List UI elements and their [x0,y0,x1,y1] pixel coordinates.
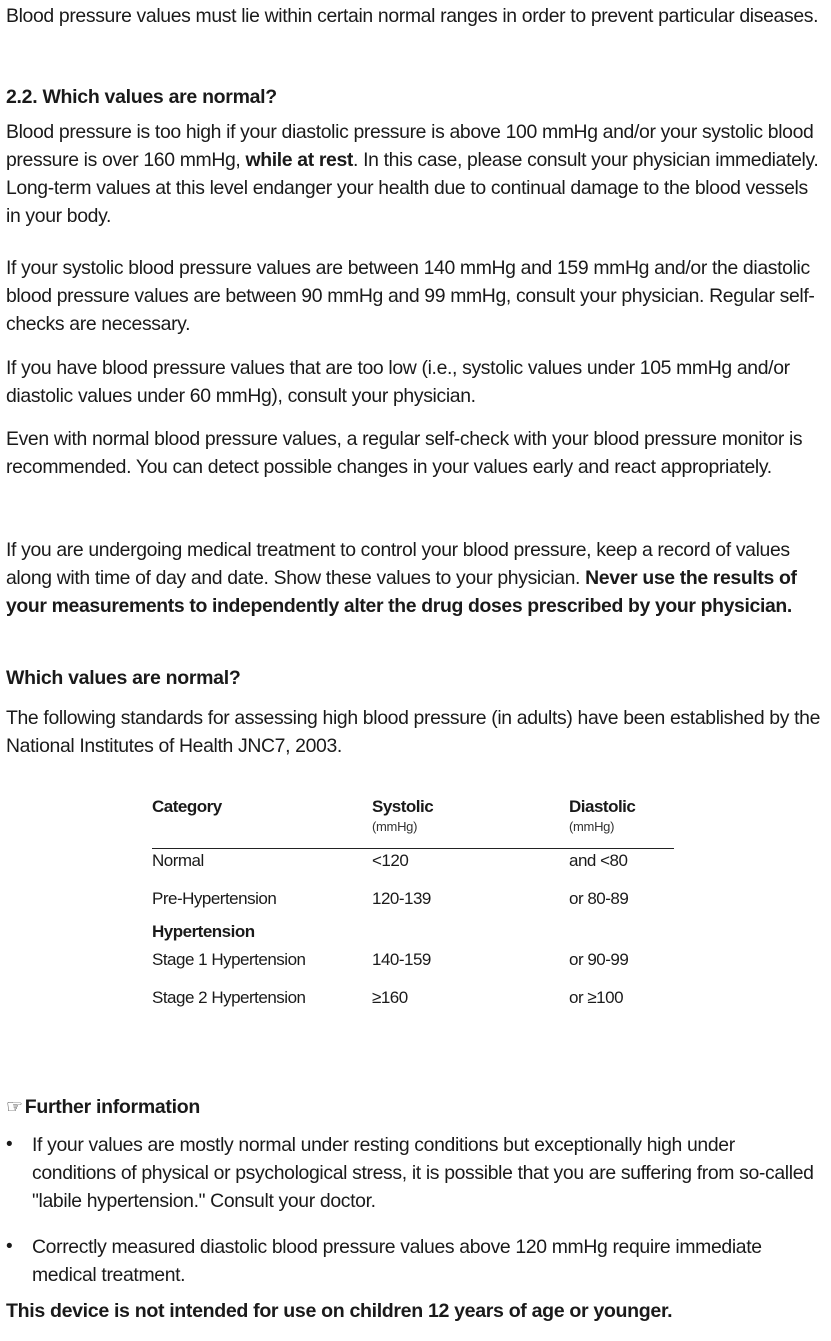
p1-bold: while at rest [245,149,354,171]
unit-diastolic: (mmHg) [569,819,615,834]
table-row [152,946,674,988]
row-diastolic: or 90-99 [569,950,629,969]
header-diastolic: Diastolic [569,797,636,816]
row-category: Normal [152,851,204,870]
p1-end: . In this case, please consult your physician immediately. Long-term values at this level endanger your health due to continual damage to the blood vessels in your body. [6,149,819,227]
table-row [152,876,674,922]
table-header [152,797,674,819]
header-systolic: Systolic [372,797,434,816]
group-hypertension: Hypertension [152,922,255,941]
normal-paragraph: The following standards for assessing high blood pressure (in adults) have been established by the National Institutes of Health JNC7, 2003. [6,707,821,757]
row-systolic: ≥160 [372,988,408,1007]
row-category: Stage 1 Hypertension [152,950,306,969]
row-systolic: <120 [372,851,409,870]
further-info-heading [6,1096,823,1119]
paragraph-self-check: Even with normal blood pressure values, a regular self-check with your blood pressure monitor is recommended. You can detect possible changes in your values early and react appropriately. [6,428,803,478]
intro-paragraph: Blood pressure values must lie within certain normal ranges in order to prevent particular diseases. [6,5,819,27]
row-diastolic: or ≥100 [569,988,624,1007]
table-row [152,839,674,876]
table-group-row [152,922,674,946]
row-systolic: 120-139 [372,889,431,908]
p5-bold: Never use the results of your measurements to independently alter the drug doses prescribed by your physician. [6,567,797,617]
bullet-text: Correctly measured diastolic blood pressure values above 120 mmHg require immediate medical treatment. [32,1236,762,1286]
header-category: Category [152,797,222,816]
pointing-hand-icon: ☞ [6,1097,23,1118]
row-systolic: 140-159 [372,950,431,969]
row-category: Stage 2 Hypertension [152,988,306,1007]
paragraph-too-low: If you have blood pressure values that are too low (i.e., systolic values under 105 mmHg and/or diastolic values under 60 mmHg), consult your physician. [6,357,790,407]
paragraph-treatment [6,536,823,620]
further-heading-text: Further information [24,1096,200,1118]
section-heading: 2.2. Which values are normal? [6,86,277,108]
row-category: Pre-Hypertension [152,889,277,908]
unit-systolic: (mmHg) [372,819,418,834]
children-warning: This device is not intended for use on children 12 years of age or younger. [6,1300,673,1322]
normal-heading: Which values are normal? [6,667,241,689]
row-diastolic: or 80-89 [569,889,629,908]
paragraph-borderline: If your systolic blood pressure values are between 140 mmHg and 159 mmHg and/or the diastolic blood pressure values are between 90 mmHg and 99 mmHg, consult your physician. Regular self-checks are necessary. [6,257,815,335]
table-unit-row [152,819,674,839]
bullet-dot: • [6,1134,13,1155]
p5-text: If you are undergoing medical treatment to control your blood pressure, keep a record of values along with time of day and date. Show these values to your physician. [6,539,790,589]
bp-category-table [152,797,674,1008]
row-diastolic: and <80 [569,851,628,870]
table-row [152,988,674,1008]
bullet-text: If your values are mostly normal under resting conditions but exceptionally high under conditions of physical or psychological stress, it is possible that you are suffering from so-called "labile hypertension." Consult your doctor. [32,1134,814,1212]
paragraph-too-high [6,118,823,230]
bullet-dot: • [6,1236,13,1257]
p1-start: Blood pressure is too high if your diastolic pressure is above 100 mmHg and/or your systolic blood pressure is over 160 mmHg, [6,121,814,171]
